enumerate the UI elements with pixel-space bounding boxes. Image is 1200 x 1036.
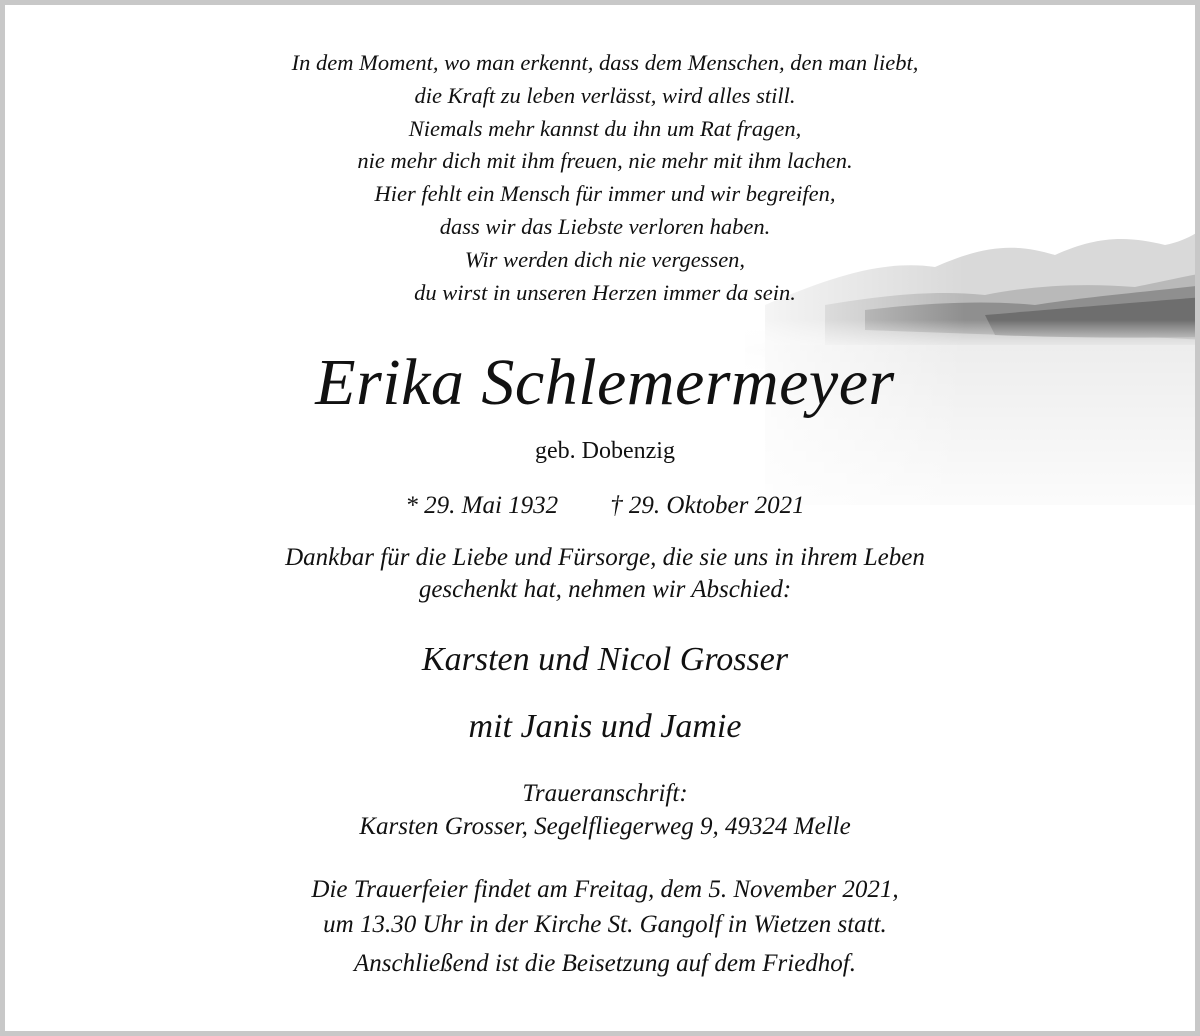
address-label: Traueranschrift:: [522, 780, 688, 807]
mourners-line-1: Karsten und Nicol Grosser: [421, 641, 789, 678]
farewell-line: Dankbar für die Liebe und Fürsorge, die sie uns in ihrem Leben: [285, 544, 925, 571]
poem-line: die Kraft zu leben verlässt, wird alles still.: [414, 82, 796, 108]
farewell-text: [5, 542, 1200, 606]
funeral-service-info: [5, 872, 1200, 942]
birth-date: * 29. Mai 1932: [405, 492, 559, 519]
poem-line: du wirst in unseren Herzen immer da sein.: [414, 279, 796, 305]
poem-line: Niemals mehr kannst du ihn um Rat fragen,: [408, 115, 802, 141]
poem-line: nie mehr dich mit ihm freuen, nie mehr mit ihm lachen.: [357, 148, 853, 174]
life-dates: [5, 490, 1200, 522]
ceremony-line: Die Trauerfeier findet am Freitag, dem 5. November 2021,: [311, 876, 899, 903]
burial-info: Anschließend ist die Beisetzung auf dem Friedhof.: [354, 950, 856, 977]
address-value: Karsten Grosser, Segelfliegerweg 9, 49324 Melle: [359, 813, 851, 840]
poem-line: dass wir das Liebste verloren haben.: [439, 213, 771, 239]
farewell-line: geschenkt hat, nehmen wir Abschied:: [418, 576, 792, 603]
poem-line: In dem Moment, wo man erkennt, dass dem Menschen, den man liebt,: [291, 50, 919, 75]
poem-block: [5, 47, 1200, 309]
death-date: † 29. Oktober 2021: [610, 492, 805, 519]
poem-line: Hier fehlt ein Mensch für immer und wir begreifen,: [374, 181, 836, 207]
ceremony-line: um 13.30 Uhr in der Kirche St. Gangolf in Wietzen statt.: [323, 911, 887, 938]
mourning-address: [5, 777, 1200, 843]
deceased-name: Erika Schlemermeyer: [315, 346, 895, 419]
birth-name: geb. Dobenzig: [535, 438, 675, 464]
mourners-line-2: mit Janis und Jamie: [468, 708, 742, 745]
poem-line: Wir werden dich nie vergessen,: [464, 246, 746, 272]
